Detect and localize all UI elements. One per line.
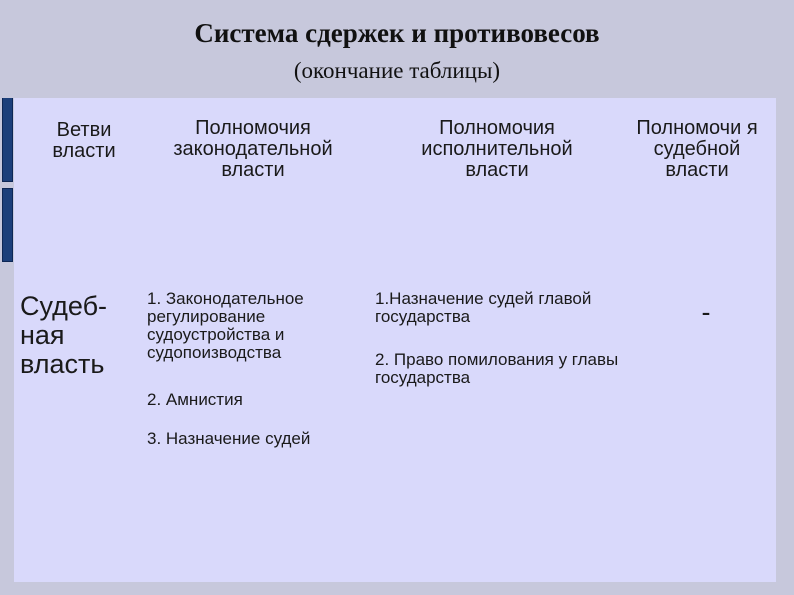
slide-title: Система сдержек и противовесов: [194, 18, 600, 48]
header-judicial: Полномочи я судебной власти: [636, 117, 758, 181]
slide-subtitle: (окончание таблицы): [293, 58, 501, 83]
executive-power-item: 2. Право помилования у главы государства: [375, 350, 619, 387]
accent-bar-segment: [2, 188, 13, 262]
judicial-power-dash: -: [701, 297, 711, 327]
legislative-power-item: 2. Амнистия: [147, 390, 243, 409]
header-executive: Полномочия исполнительной власти: [421, 117, 573, 181]
executive-power-item: 1.Назначение судей главой государства: [375, 289, 592, 326]
header-legislative: Полномочия законодательной власти: [173, 117, 333, 181]
slide-header: [0, 0, 794, 98]
powers-table: [14, 98, 776, 582]
row-branch-judicial: Судеб- ная власть: [20, 291, 108, 379]
legislative-power-item: 1. Законодательное регулирование судоустройства и судопоизводства: [147, 289, 304, 362]
header-branches: Ветви власти: [52, 119, 116, 162]
legislative-power-item: 3. Назначение судей: [147, 429, 311, 448]
accent-bar-segment: [2, 95, 13, 182]
